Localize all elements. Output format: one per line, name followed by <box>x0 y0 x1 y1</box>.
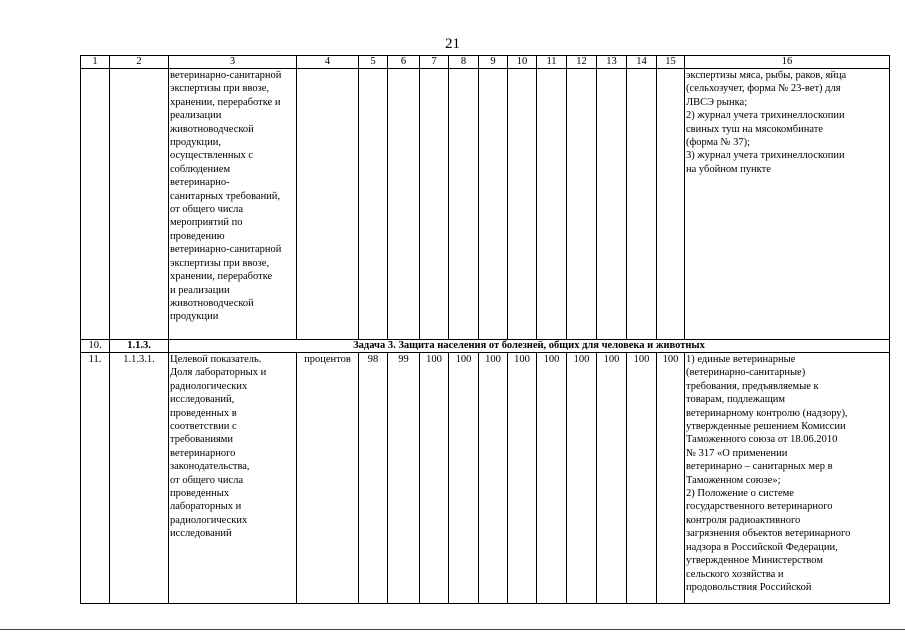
value-cell: 100 <box>508 353 537 604</box>
page-bottom-divider <box>0 629 905 632</box>
code-cell <box>110 69 169 340</box>
unit-cell <box>297 69 359 340</box>
value-cell: 98 <box>359 353 388 604</box>
value-cell <box>508 69 537 340</box>
value-cell <box>420 69 449 340</box>
page-number: 21 <box>445 36 460 52</box>
table-row-continuation <box>81 69 890 340</box>
value-cell <box>479 69 508 340</box>
code-cell: 1.1.3.1. <box>110 353 169 604</box>
value-cell: 100 <box>420 353 449 604</box>
value-cell <box>627 69 657 340</box>
value-cell: 100 <box>627 353 657 604</box>
value-cell: 100 <box>537 353 567 604</box>
header-cell: 6 <box>388 56 420 69</box>
header-cell: 7 <box>420 56 449 69</box>
row-number-cell <box>81 69 110 340</box>
header-cell: 5 <box>359 56 388 69</box>
source-cell: экспертизы мяса, рыбы, раков, яйца (сельхозучет, форма № 23-вет) для ЛВСЭ рынка; 2) журнал учета трихинеллоскопии свиных туш на мясокомбинате (форма № 37); 3) журнал учета трихинеллоскопии на убойном пункте <box>685 69 890 340</box>
header-cell: 13 <box>597 56 627 69</box>
value-cell <box>537 69 567 340</box>
row-number-cell: 11. <box>81 353 110 604</box>
header-cell: 3 <box>169 56 297 69</box>
header-cell: 15 <box>657 56 685 69</box>
row-number-cell: 10. <box>81 340 110 353</box>
indicator-name-cell: Целевой показатель. Доля лабораторных и радиологических исследований, проведенных в соответствии с требованиями ветеринарного законодательства, от общего числа проведенных лабораторных и радиологических исследований <box>169 353 297 604</box>
value-cell <box>388 69 420 340</box>
header-cell: 14 <box>627 56 657 69</box>
header-cell: 4 <box>297 56 359 69</box>
header-cell: 9 <box>479 56 508 69</box>
value-cell <box>449 69 479 340</box>
source-cell: 1) единые ветеринарные (ветеринарно-санитарные) требования, предъявляемые к товарам, подлежащим ветеринарному контролю (надзору), утвержденные решением Комиссии Таможенного союза от 18.06.2010 № 317 «О применении ветеринарно – санитарных мер в Таможенном союзе»; 2) Положение о системе государственного ветеринарного контроля радиоактивного загрязнения объектов ветеринарного надзора в Российской Федерации, утвержденное Министерством сельского хозяйства и продовольствия Российской <box>685 353 890 604</box>
code-cell: 1.1.3. <box>110 340 169 353</box>
table-row-indicator <box>81 353 890 604</box>
header-cell: 1 <box>81 56 110 69</box>
header-cell: 16 <box>685 56 890 69</box>
value-cell: 100 <box>449 353 479 604</box>
value-cell <box>597 69 627 340</box>
value-cell <box>657 69 685 340</box>
value-cell <box>567 69 597 340</box>
task-title-cell: Задача 3. Защита населения от болезней, общих для человека и животных <box>169 340 890 353</box>
header-row <box>81 56 890 69</box>
unit-cell: процентов <box>297 353 359 604</box>
indicator-name-cell: ветеринарно-санитарной экспертизы при ввозе, хранении, переработке и реализации животноводческой продукции, осуществленных с соблюдением ветеринарно- санитарных требований, от общего числа мероприятий по проведению ветеринарно-санитарной экспертизы при ввозе, хранении, переработке и реализации животноводческой продукции <box>169 69 297 340</box>
table-row-task <box>81 340 890 353</box>
value-cell: 99 <box>388 353 420 604</box>
value-cell: 100 <box>597 353 627 604</box>
header-cell: 11 <box>537 56 567 69</box>
indicators-table <box>80 55 890 604</box>
header-cell: 8 <box>449 56 479 69</box>
value-cell: 100 <box>657 353 685 604</box>
header-cell: 12 <box>567 56 597 69</box>
value-cell: 100 <box>479 353 508 604</box>
header-cell: 2 <box>110 56 169 69</box>
value-cell: 100 <box>567 353 597 604</box>
value-cell <box>359 69 388 340</box>
header-cell: 10 <box>508 56 537 69</box>
